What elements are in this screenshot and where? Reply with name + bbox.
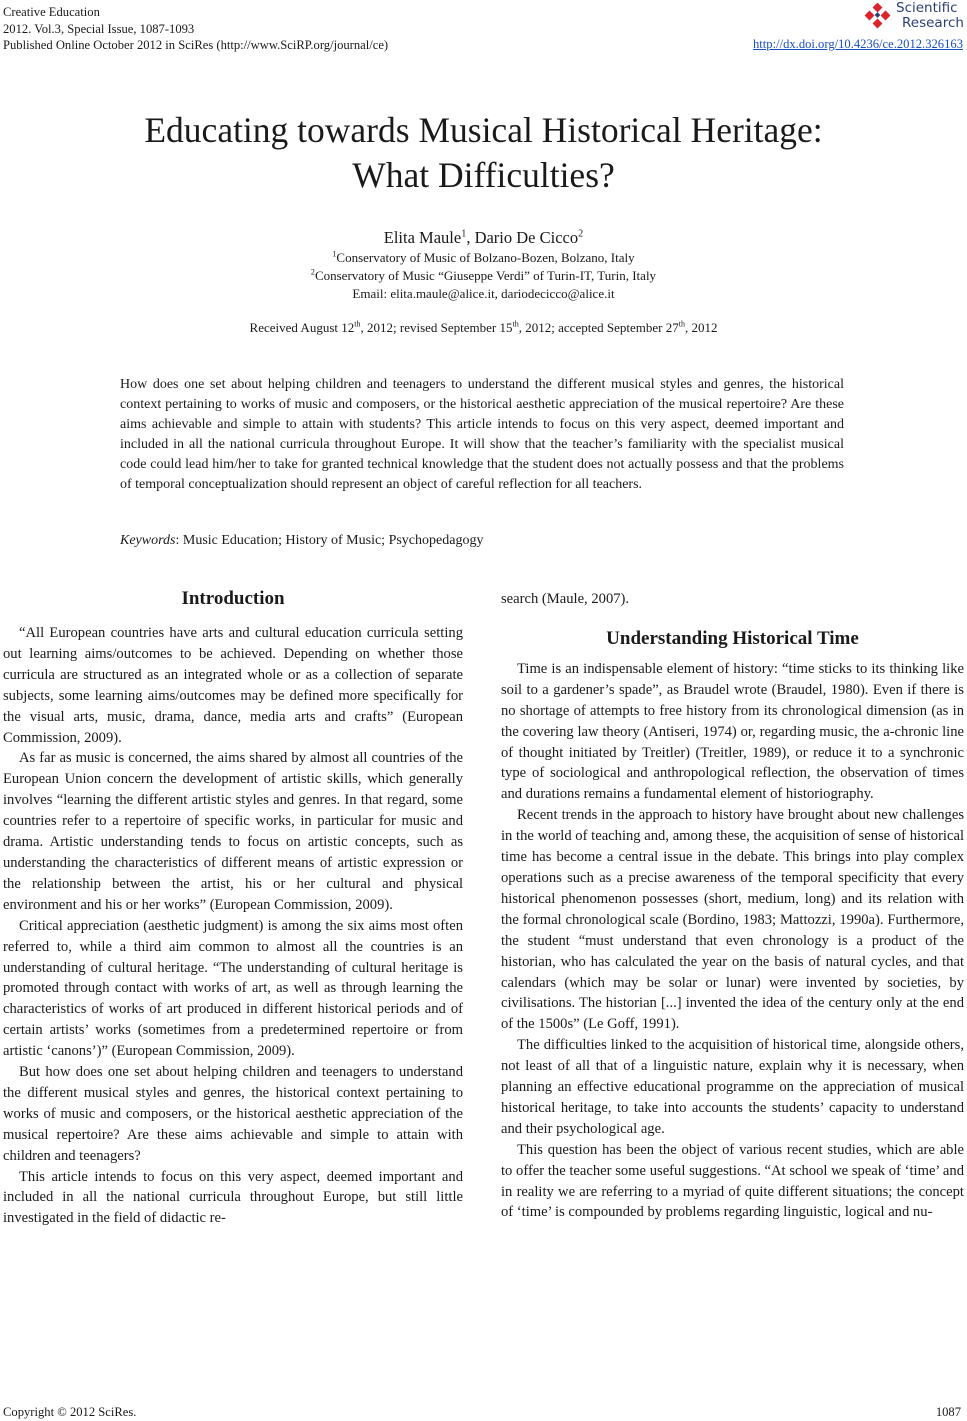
diamond-logo-icon <box>863 3 893 33</box>
received-dates <box>0 320 967 336</box>
doi-link[interactable]: http://dx.doi.org/10.4236/ce.2012.326163 <box>752 37 963 51</box>
body-paragraph: Time is an indispensable element of history: “time sticks to its thinking like soil to a gardener’s spade”, as Braudel wrote (Braudel, 1980). Even if there is no shortage of attempts to free history from its chronological dimension (as in the covering law theory (Antiseri, 1974) or, regarding music, the a-chronic line of thought initiated by Treitler) (Treitler, 1989), or reduce it to a synchronic type of sociological and anthropological reflection, the observation of times and durations remains a fundamental element of historiography. <box>501 660 964 803</box>
body-paragraph: Recent trends in the approach to history have brought about new challenges in the world of teaching and, among these, the acquisition of sense of historical time has become a central issue in the debate. This brings into play complex operations such as a precise awareness of the temporal specificity that every historical phenomenon possesses (short, medium, long) and its relation with the formal chronological scale (Bordino, 1983; Mattozzi, 1990a). Furthermore, the student “must understand that even chronology is a product of the historian, who has calculated the year on the basis of natural cycles, and that calendars (which may be solar or lunar) were invented by societies, by civilisations. The historian [...] invented the idea of the century only at the end of the 1500s” (Le Goff, 1991). <box>501 807 964 1033</box>
body-paragraph: The difficulties linked to the acquisition of historical time, alongside others, not least of all that of a linguistic nature, explain why it is necessary, when planning an effective educational programme on the appreciation of musical historical heritage, to take into accounts the students’ capacity to understand and their psychological age. <box>501 1037 964 1137</box>
revised-ordinal: th <box>512 319 519 329</box>
affiliation-2-mark: 2 <box>310 267 315 277</box>
received-ordinal: th <box>354 319 361 329</box>
publication-info: Published Online October 2012 in SciRes (http://www.SciRP.org/journal/ce) <box>3 38 389 52</box>
keywords <box>120 533 483 549</box>
author-1-affiliation-mark: 1 <box>461 228 467 240</box>
revised-date: , 2012; revised September 15 <box>360 320 513 335</box>
affiliation-1-mark: 1 <box>332 249 337 259</box>
author-2: Dario De Cicco <box>474 228 579 247</box>
running-header <box>3 4 388 54</box>
affiliation-2-text: Conservatory of Music “Giuseppe Verdi” of Turin-IT, Turin, Italy <box>314 268 657 283</box>
accepted-year: , 2012 <box>684 320 718 335</box>
issue-info: 2012. Vol.3, Special Issue, 1087-1093 <box>3 21 195 36</box>
affiliation-2 <box>0 267 967 285</box>
keywords-label: Keywords <box>120 533 176 548</box>
body-paragraph: Critical appreciation (aesthetic judgment) is among the six aims most often referred to, while a third aim common to almost all the countries is an understanding of cultural heritage. “The understanding of cultural heritage is promoted through contact with works of art, as well as through learning the characteristics of works of art produced in different historical periods and of certain artists’ works (sometimes from a predetermined repertoire or from artistic ‘canons’)” (European Commission, 2009). <box>3 917 463 1060</box>
affiliation-1 <box>0 249 967 267</box>
journal-name: Creative Education <box>3 5 100 19</box>
section-heading-historical-time: Understanding Historical Time <box>606 627 859 649</box>
keywords-text: : Music Education; History of Music; Psychopedagogy <box>175 533 484 548</box>
body-paragraph: “All European countries have arts and cultural education curricula setting out learning aims/outcomes to be achieved. Depending on whether those curricula are structured as an integrated whole or as a collection of separate subjects, some learning aims/outcomes may be defined more specifically for the visual arts, music, drama, dance, media arts and crafts” (European Commission, 2009). <box>3 625 463 746</box>
author-2-affiliation-mark: 2 <box>578 228 584 240</box>
body-paragraph: This article intends to focus on this very aspect, deemed important and included in all the national curricula throughout Europe, but still little investigated in the field of didactic re- <box>3 1168 463 1227</box>
author-separator: , <box>466 228 475 247</box>
accepted-date: , 2012; accepted September 27 <box>518 320 679 335</box>
authors <box>0 228 967 248</box>
scientific-research-logo <box>863 0 963 36</box>
body-paragraph: But how does one set about helping children and teenagers to understand the different musical styles and genres, the historical context pertaining to works of music and composers, or the historical aesthetic appreciation of the musical repertoire? Are these aims achievable and simple to attain with children and teenagers? <box>3 1064 463 1164</box>
abstract: How does one set about helping children and teenagers to understand the different musical styles and genres, the historical context pertaining to works of music and composers, or the historical aesthetic appreciation of the musical repertoire? Are these aims achievable and simple to attain with students? This article intends to focus on this very aspect, deemed important and included in all the national curricula throughout Europe. It will show that the teacher’s familiarity with the specialist musical code could lead him/her to take for granted technical knowledge that the student does not actually possess and that the problems of temporal conceptualization should represent an object of careful reflection for all teachers. <box>120 377 844 493</box>
title-line-2: What Difficulties? <box>352 155 615 195</box>
left-column <box>3 587 463 1229</box>
affiliation-1-text: Conservatory of Music of Bolzano-Bozen, Bolzano, Italy <box>336 250 635 265</box>
title-line-1: Educating towards Musical Historical Heritage: <box>144 110 823 150</box>
affiliations <box>0 249 967 303</box>
page-number: 1087 <box>935 1405 961 1419</box>
copyright-footer: Copyright © 2012 SciRes. <box>3 1405 137 1419</box>
body-paragraph: As far as music is concerned, the aims shared by almost all countries of the European Union concern the development of artistic skills, which generally involves “learning the different artistic styles and genres. In that regard, some countries refer to a repertoire of specific works, in particular for music and drama. Artistic understanding tends to focus on artistic concepts, such as understanding the characteristics of different means of artistic expression or the relationship between the artist, his or her cultural and physical environment and his or her works” (European Commission, 2009). <box>3 750 463 913</box>
continuation-text: search (Maule, 2007). <box>501 591 630 607</box>
body-paragraph: This question has been the object of various recent studies, which are able to offer the teacher some useful suggestions. “At school we speak of ‘time’ and in reality we are referring to a myriad of quite different situations; the concept of ‘time’ is compounded by problems regarding linguistic, logical and nu- <box>501 1141 964 1221</box>
received-date: Received August 12 <box>249 320 355 335</box>
right-column <box>501 589 964 1223</box>
section-heading-introduction: Introduction <box>181 588 285 609</box>
author-1: Elita Maule <box>383 228 462 247</box>
email-line: Email: elita.maule@alice.it, dariodecicco@alice.it <box>352 286 615 301</box>
paper-title <box>0 108 967 198</box>
accepted-ordinal: th <box>678 319 685 329</box>
logo-line-1: Scientific <box>896 0 958 16</box>
logo-wordmark <box>896 1 964 31</box>
logo-line-2: Research <box>902 15 964 31</box>
